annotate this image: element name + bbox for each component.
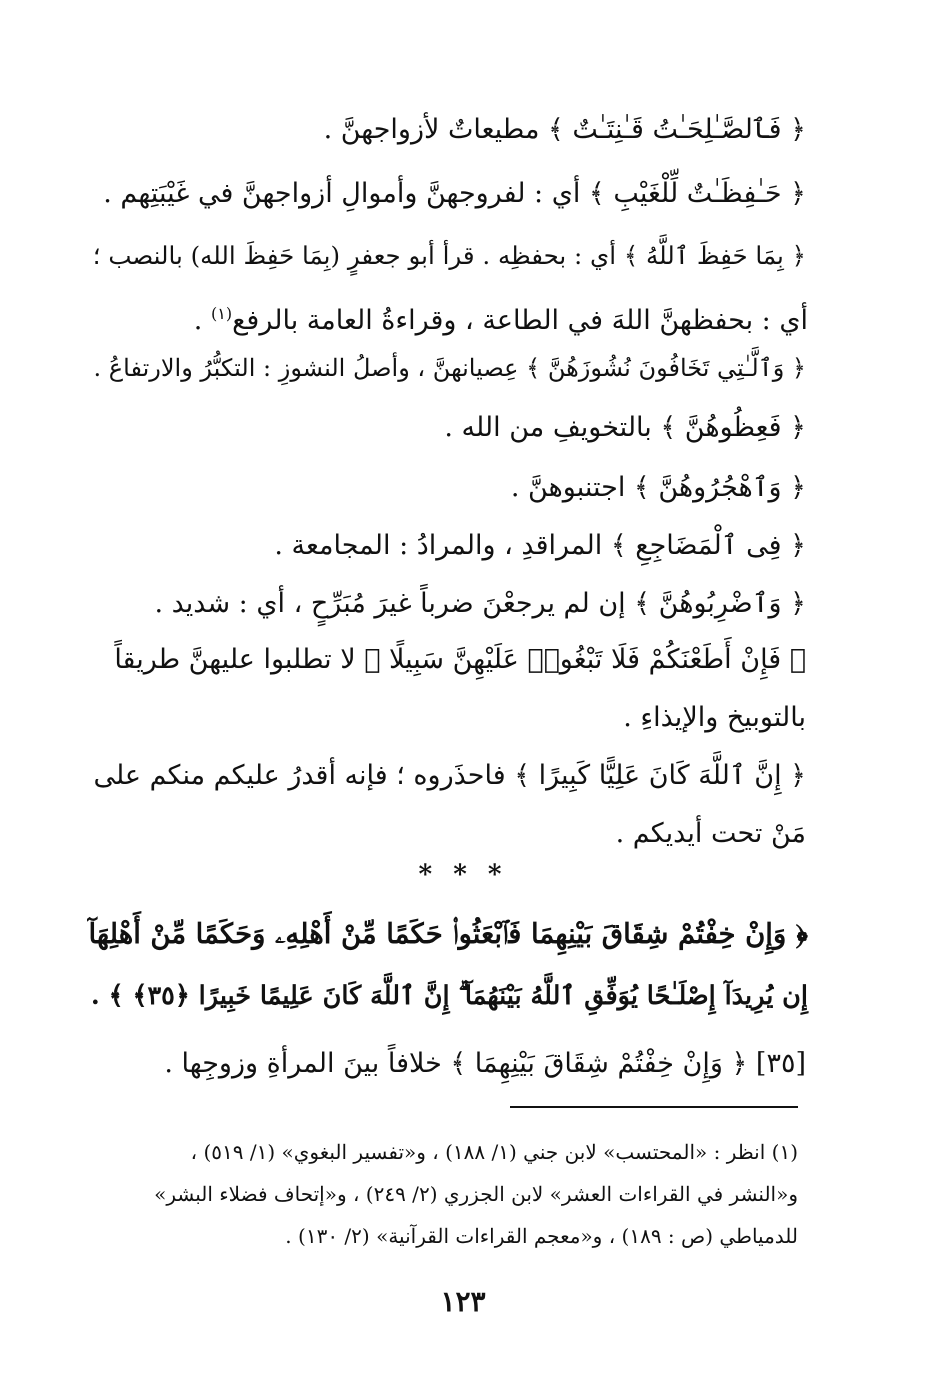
text-line-8: ﴿ فِى ٱلْمَضَاجِعِ ﴾ المراقدِ ، والمرادُ : المجامعة . <box>274 530 806 561</box>
footnote-line-2: و«النشر في القراءات العشر» لابن الجزري (٢/ ٢٤٩) ، و«إتحاف فضلاء البشر» <box>154 1182 798 1206</box>
footnote-marker: (١) <box>210 304 233 323</box>
quran-verse-line-2: إِن يُرِيدَآ إِصْلَـٰحًا يُوَفِّقِ ٱللَّهُ بَيْنَهُمَآ ۗ إِنَّ ٱللَّهَ كَانَ عَلِيمًا خَبِيرًا ﴿٣٥﴾ ﴾ . <box>90 981 808 1011</box>
text-line-1: ﴿ فَٱلصَّـٰلِحَـٰتُ قَـٰنِتَـٰتٌ ﴾ مطيعاتٌ لأزواجهنَّ . <box>323 114 806 145</box>
footnote-line-1: (١) انظر : «المحتسب» لابن جني (١/ ١٨٨) ، و«تفسير البغوي» (١/ ٥١٩) ، <box>190 1140 798 1164</box>
text-line-2: ﴿ حَـٰفِظَـٰتٌ لِّلْغَيْبِ ﴾ أي : لفروجهنَّ وأموالِ أزواجهنَّ في غَيْبَتِهم . <box>103 178 806 209</box>
text-line-3: ﴿ بِمَا حَفِظَ ٱللَّهُ ﴾ أي : بحفظِه . قرأ أبو جعفرٍ (بِمَا حَفِظَ الله) بالنصب ؛ <box>92 241 806 270</box>
text-line-7: ﴿ وَٱهْجُرُوهُنَّ ﴾ اجتنبوهنَّ . <box>510 472 806 503</box>
footnote-divider <box>510 1106 798 1108</box>
text-line-10: ﴿ فَإِنْ أَطَعْنَكُمْ فَلَا تَبْغُوا۟ عَلَيْهِنَّ سَبِيلًا ﴾ لا تطلبوا عليهنَّ طريقاً <box>114 644 806 675</box>
text-line-6: ﴿ فَعِظُوهُنَّ ﴾ بالتخويفِ من الله . <box>444 412 806 443</box>
text-line-5: ﴿ وَٱلَّـٰتِي تَخَافُونَ نُشُوزَهُنَّ ﴾ عِصيانهنَّ ، وأصلُ النشوزِ : التكبُّرُ والارتفاعُ . <box>93 354 806 382</box>
text-line-4: أي : بحفظهنَّ اللهَ في الطاعة ، وقراءةُ العامة بالرفع$^{(١)}$ . <box>193 304 808 336</box>
text-line-9: ﴿ وَٱضْرِبُوهُنَّ ﴾ إن لم يرجعْنَ ضرباً غيرَ مُبَرِّحٍ ، أي : شديد . <box>154 588 806 619</box>
section-separator: * * * <box>418 860 508 890</box>
text-line-12: ﴿ إِنَّ ٱللَّهَ كَانَ عَلِيًّا كَبِيرًا ﴾ فاحذَروه ؛ فإنه أقدرُ عليكم منكم على <box>93 760 806 791</box>
footnote-line-3: للدمياطي (ص : ١٨٩) ، و«معجم القراءات القرآنية» (٢/ ١٣٠) . <box>285 1224 798 1248</box>
text-line-11: بالتوبيخ والإيذاءِ . <box>623 702 806 733</box>
verse-commentary: [٣٥] ﴿ وَإِنْ خِفْتُمْ شِقَاقَ بَيْنِهِمَا ﴾ خلافاً بينَ المرأةِ وزوجِها . <box>164 1048 806 1079</box>
quran-verse-line-1: ﴿ وَإِنْ خِفْتُمْ شِقَاقَ بَيْنِهِمَا فَٱبْعَثُوا۟ حَكَمًا مِّنْ أَهْلِهِۦ وَحَكَمًا مِّنْ أَهْلِهَآ <box>88 918 808 950</box>
text-line-13: مَنْ تحت أيديكم . <box>615 818 806 849</box>
page-number: ١٢٣ <box>440 1285 486 1318</box>
